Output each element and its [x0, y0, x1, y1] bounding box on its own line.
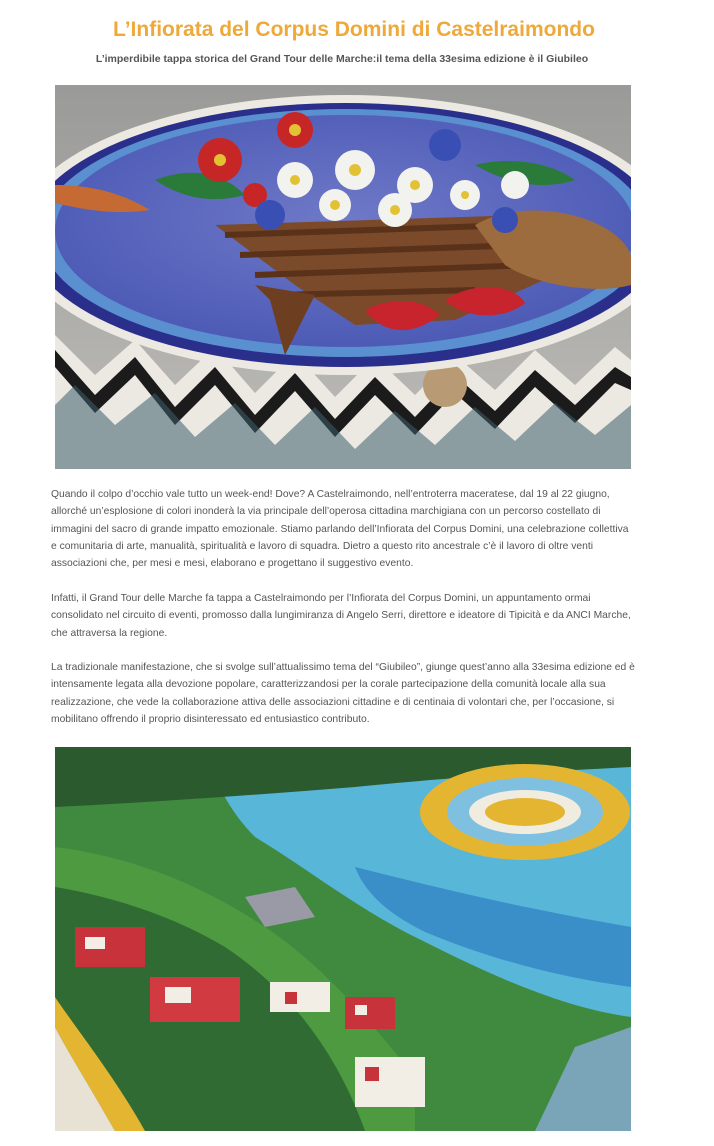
paragraph-1: Quando il colpo d’occhio vale tutto un week-end! Dove? A Castelraimondo, nell’entroterra maceratese, dal 19 al 22 giugno, allorché un’esplosione di colori inonderà la via principale dell’operosa cittadina marchigiana con un percorso costellato di immagini del sacro di grande impatto emozionale. Stiamo parlando dell’Infiorata del Corpus Domini, una celebrazione collettiva e comunitaria di arte, manualità, spiritualità e lavoro di squadra. Dietro a questo rito ancestrale c’è il lavoro di oltre venti associazioni che, per mesi e mesi, elaborano e progettano il suggestivo evento.	[51, 489, 629, 570]
paragraph-3: La tradizionale manifestazione, che si svolge sull’attualissimo tema del “Giubileo”, giunge quest’anno alla 33esima edizione ed è intensamente legata alla devozione popolare, caratterizzandosi per la corale partecipazione della comunità locale alla sua realizzazione, che vede la collaborazione attiva delle associazioni cittadine e di centinaia di volontari che, per l’occasione, si mobilitano offrendo il proprio disinteressato ed entusiastico contributo.	[51, 662, 635, 725]
article-subtitle: L’imperdibile tappa storica del Grand Tour delle Marche:il tema della 33esima edizione è il Giubileo	[95, 53, 589, 65]
infiorata-photo-landscape	[55, 747, 631, 1131]
article-title: L’Infiorata del Corpus Domini di Castelraimondo	[113, 18, 595, 41]
paragraph-2: Infatti, il Grand Tour delle Marche fa tappa a Castelraimondo per l’Infiorata del Corpus Domini, un appuntamento ormai consolidato nel circuito di eventi, promosso dalla lungimiranza di Angelo Serri, direttore e ideatore di Tipicità e da ANCI Marche, che attraversa la regione.	[51, 593, 631, 639]
infiorata-photo-basket	[55, 85, 631, 469]
